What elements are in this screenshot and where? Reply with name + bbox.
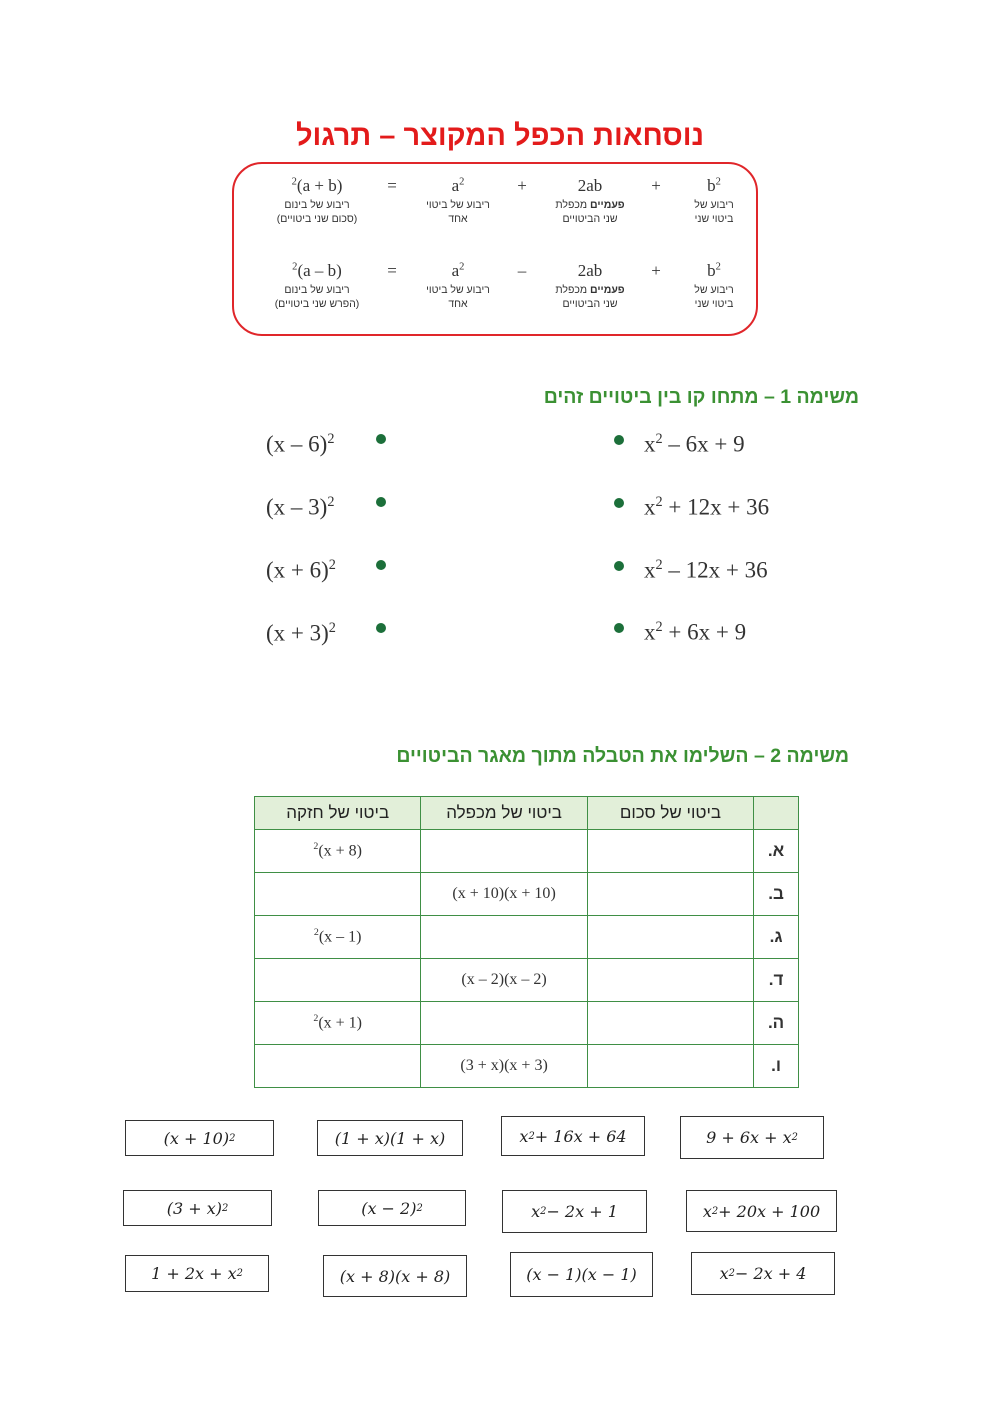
minus-sign: – xyxy=(517,261,527,280)
bank-card[interactable]: (x + 10) 2 xyxy=(125,1120,274,1156)
table-row xyxy=(255,916,799,959)
formula-lhs: $(a + b)^2$ ריבוע של בינום (סכום שני ביטויים) xyxy=(276,176,358,225)
table-row xyxy=(255,1045,799,1088)
page-title: נוסחאות הכפל המקוצר – תרגול xyxy=(295,120,705,152)
cell-product[interactable] xyxy=(421,916,587,959)
bank-card[interactable]: 1 + 2x + x 2 xyxy=(125,1255,269,1292)
match-dot[interactable] xyxy=(376,434,386,444)
formula-term-b-squared: $b^2$ ריבוע של ביטוי שני xyxy=(694,261,734,310)
bank-card[interactable]: (x − 2) 2 xyxy=(318,1190,466,1226)
cell-power[interactable] xyxy=(255,873,421,916)
cell-power[interactable]: $(1 + x)^2$ xyxy=(255,1002,421,1045)
cell-product[interactable] xyxy=(421,1002,587,1045)
cell-product[interactable]: (x + 10)(x + 10) xyxy=(421,873,587,916)
expressions-table xyxy=(254,796,799,1088)
bank-card[interactable]: x 2 + 16x + 64 xyxy=(501,1116,645,1156)
row-letter: ו. xyxy=(754,1045,799,1088)
match-dot[interactable] xyxy=(614,498,624,508)
equals-sign: = xyxy=(387,261,397,280)
bank-card[interactable]: (3 + x) 2 xyxy=(123,1190,272,1226)
match-left-item: (x – 3)$^2$ xyxy=(266,494,335,520)
formula-term-a-squared: $a^2$ ריבוע של ביטוי אחד xyxy=(426,261,490,310)
table-row xyxy=(255,1002,799,1045)
task1-heading: משימה 1 – מתחו קו בין ביטויים זהים xyxy=(543,386,859,408)
cell-sum[interactable] xyxy=(587,959,753,1002)
plus-sign: + xyxy=(517,176,527,195)
match-right-item: $x^2 - 12x + 36$ xyxy=(644,557,768,583)
table-header-product: ביטוי של מכפלה xyxy=(421,797,587,830)
cell-sum[interactable] xyxy=(587,873,753,916)
match-dot[interactable] xyxy=(614,435,624,445)
bank-card[interactable]: x 2 − 2x + 4 xyxy=(691,1252,835,1295)
formula-row-sum xyxy=(234,176,756,246)
bank-card[interactable]: x 2 + 20x + 100 xyxy=(686,1190,837,1232)
plus-sign: + xyxy=(651,176,661,195)
table-row xyxy=(255,830,799,873)
cell-power[interactable]: (x – 1)$^2$ xyxy=(255,916,421,959)
cell-product[interactable]: (x – 2)(x – 2) xyxy=(421,959,587,1002)
formula-lhs: (a – b)$^2$ ריבוע של בינום (הפרש שני ביטויים) xyxy=(274,261,360,310)
bank-card[interactable]: 9 + 6x + x 2 xyxy=(680,1116,824,1159)
cell-sum[interactable] xyxy=(587,830,753,873)
cell-power[interactable]: $(x + 8)^2$ xyxy=(255,830,421,873)
row-letter: ד. xyxy=(754,959,799,1002)
cell-sum[interactable] xyxy=(587,1045,753,1088)
formula-term-b-squared: $b^2$ ריבוע של ביטוי שני xyxy=(694,176,734,225)
table-row xyxy=(255,959,799,1002)
bank-card[interactable]: x 2 − 2x + 1 xyxy=(502,1190,647,1233)
cell-sum[interactable] xyxy=(587,1002,753,1045)
bank-card[interactable]: (1 + x)(1 + x) xyxy=(317,1120,463,1156)
bank-card[interactable]: (x + 8)(x + 8) xyxy=(323,1255,467,1297)
row-letter: א. xyxy=(754,830,799,873)
row-letter: ג. xyxy=(754,916,799,959)
cell-power[interactable] xyxy=(255,1045,421,1088)
formula-term-a-squared: $a^2$ ריבוע של ביטוי אחד xyxy=(426,176,490,225)
match-left-item: (x – 6)$^2$ xyxy=(266,431,335,457)
cell-product[interactable] xyxy=(421,830,587,873)
formula-box xyxy=(232,162,758,336)
match-dot[interactable] xyxy=(614,623,624,633)
table-header-row xyxy=(255,797,799,830)
formula-row-difference xyxy=(234,261,756,331)
match-right-item: $x^2 - 6x + 9$ xyxy=(644,431,745,457)
plus-sign: + xyxy=(651,261,661,280)
table-row xyxy=(255,873,799,916)
formula-term-2ab: 2ab פעמיים מכפלת שני הביטויים xyxy=(555,261,625,310)
bank-card[interactable]: (x − 1)(x − 1) xyxy=(510,1252,653,1297)
match-left-item: $(x + 6)^2$ xyxy=(266,557,336,583)
match-right-item: $x^2 + 6x + 9$ xyxy=(644,619,747,645)
match-right-item: $x^2 + 12x + 36$ xyxy=(644,494,770,520)
match-dot[interactable] xyxy=(376,623,386,633)
table-header-sum: ביטוי של סכום xyxy=(587,797,753,830)
equals-sign: = xyxy=(387,176,397,195)
formula-term-2ab: 2ab פעמיים מכפלת שני הביטויים xyxy=(555,176,625,225)
row-letter: ה. xyxy=(754,1002,799,1045)
cell-power[interactable] xyxy=(255,959,421,1002)
table-header-letter xyxy=(754,797,799,830)
task2-heading: משימה 2 – השלימו את הטבלה מתוך מאגר הביטויים xyxy=(396,745,849,767)
cell-sum[interactable] xyxy=(587,916,753,959)
table-header-power: ביטוי של חזקה xyxy=(255,797,421,830)
match-dot[interactable] xyxy=(376,560,386,570)
match-dot[interactable] xyxy=(376,497,386,507)
match-left-item: $(x + 3)^2$ xyxy=(266,620,336,646)
row-letter: ב. xyxy=(754,873,799,916)
match-dot[interactable] xyxy=(614,561,624,571)
cell-product[interactable]: (3 + x)(3 + x) xyxy=(421,1045,587,1088)
